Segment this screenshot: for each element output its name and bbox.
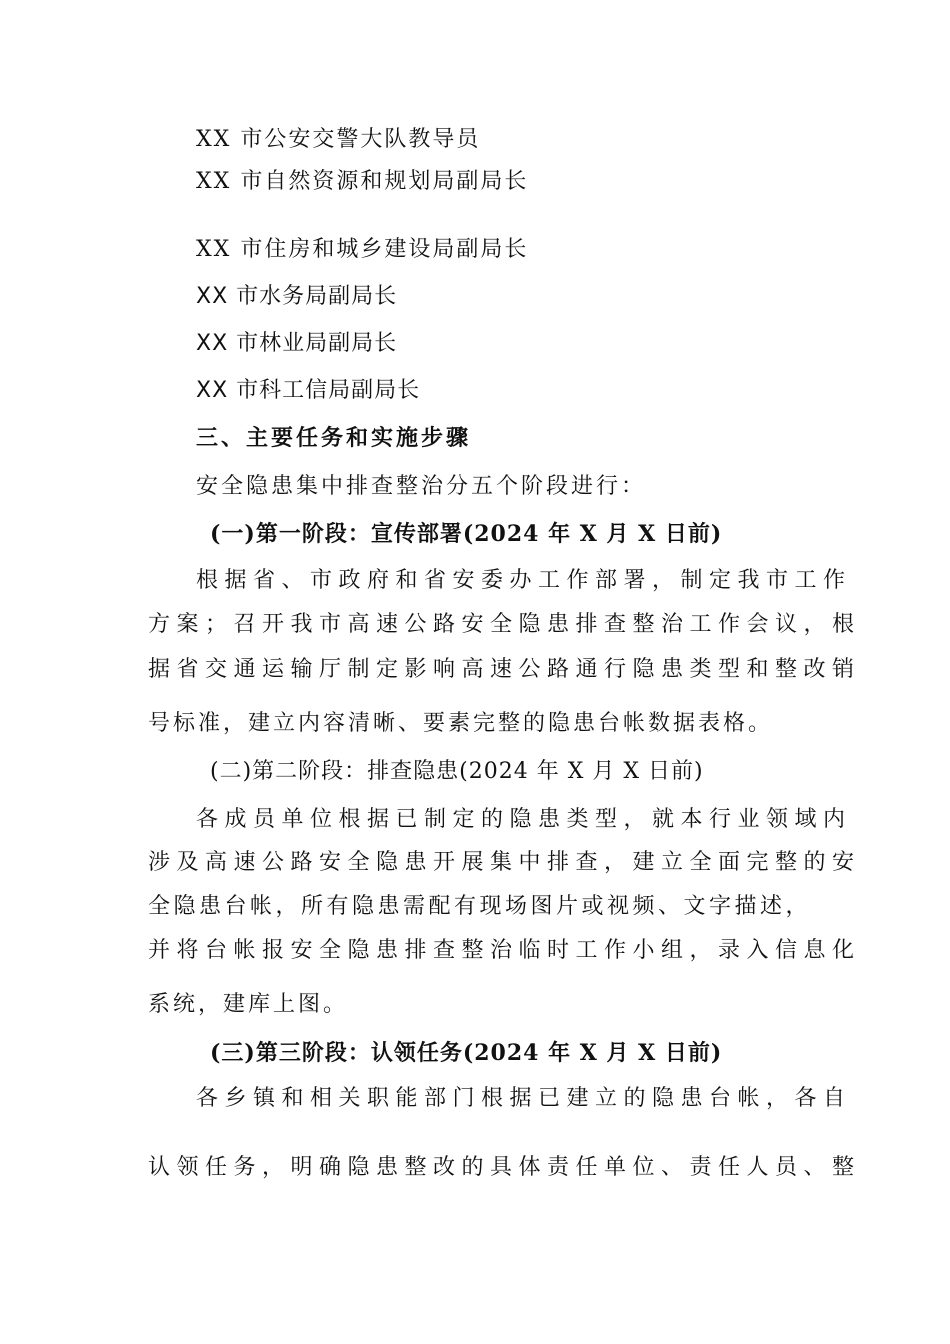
paragraph-line: 各乡镇和相关职能部门根据已建立的隐患台帐，各自 xyxy=(196,1086,852,1111)
paragraph-line: 全隐患台帐，所有隐患需配有现场图片或视频、文字描述， xyxy=(148,894,812,919)
phase-heading: (三)第三阶段：认领任务(2024 年 X 月 X 日前) xyxy=(210,1040,723,1066)
member-line: XX 市水务局副局长 xyxy=(196,284,398,309)
member-line: XX 市科工信局副局长 xyxy=(196,378,421,403)
paragraph-line: 并将台帐报安全隐患排查整治临时工作小组，录入信息化 xyxy=(148,938,861,963)
phase-heading: (二)第二阶段：排查隐患(2024 年 X 月 X 日前) xyxy=(210,759,704,784)
paragraph-line: 各成员单位根据已制定的隐患类型，就本行业领域内 xyxy=(196,807,852,832)
member-line: XX 市公安交警大队教导员 xyxy=(196,127,481,152)
paragraph-line: 根据省、市政府和省安委办工作部署，制定我市工作 xyxy=(196,568,852,593)
paragraph-line: 据省交通运输厅制定影响高速公路通行隐患类型和整改销 xyxy=(148,657,861,682)
section-intro: 安全隐患集中排查整治分五个阶段进行： xyxy=(196,474,647,499)
phase-heading: (一)第一阶段：宣传部署(2024 年 X 月 X 日前) xyxy=(210,521,723,547)
paragraph-line: 号标准，建立内容清晰、要素完整的隐患台帐数据表格。 xyxy=(148,711,774,736)
section-heading: 三、主要任务和实施步骤 xyxy=(196,426,472,451)
member-line: XX 市住房和城乡建设局副局长 xyxy=(196,237,529,262)
paragraph-line: 认领任务，明确隐患整改的具体责任单位、责任人员、整 xyxy=(148,1155,861,1180)
member-line: XX 市自然资源和规划局副局长 xyxy=(196,169,529,194)
paragraph-line: 系统，建库上图。 xyxy=(148,992,349,1017)
paragraph-line: 方案；召开我市高速公路安全隐患排查整治工作会议，根 xyxy=(148,612,861,637)
paragraph-line: 涉及高速公路安全隐患开展集中排查，建立全面完整的安 xyxy=(148,850,861,875)
member-line: XX 市林业局副局长 xyxy=(196,331,398,356)
